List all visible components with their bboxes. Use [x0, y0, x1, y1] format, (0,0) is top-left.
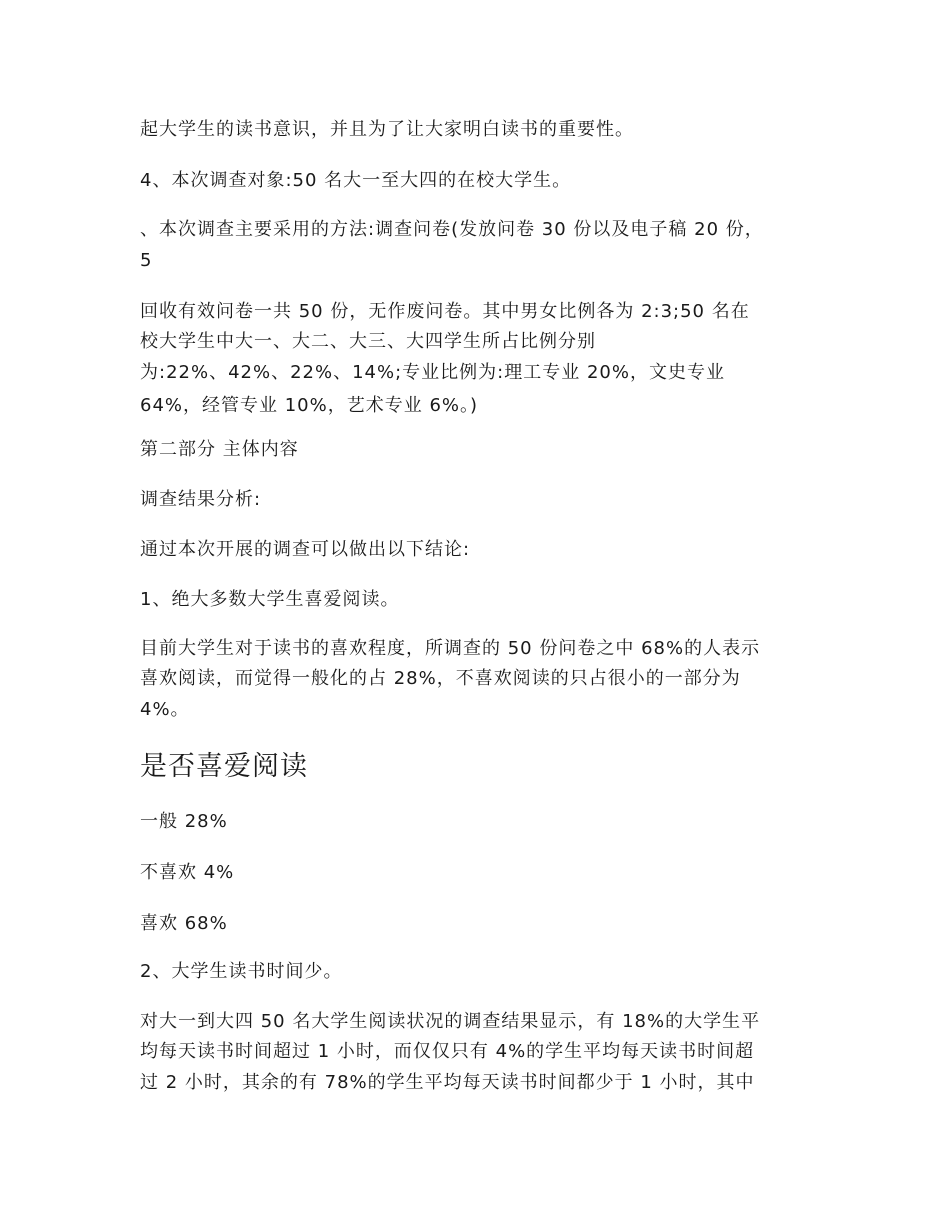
paragraph-questionnaire-line3: 为:22%、42%、22%、14%;专业比例为:理工专业 20%，文史专业	[140, 362, 725, 383]
paragraph-finding-1: 1、绝大多数大学生喜爱阅读。	[140, 589, 400, 610]
paragraph-reading-time-line2: 均每天读书时间超过 1 小时，而仅仅只有 4%的学生平均每天读书时间超	[140, 1041, 755, 1062]
chart-title: 是否喜爱阅读	[140, 751, 308, 782]
paragraph-intro-end: 起大学生的读书意识，并且为了让大家明白读书的重要性。	[140, 119, 634, 140]
chart-label-like: 喜欢 68%	[140, 913, 228, 934]
paragraph-reading-preference-line1: 目前大学生对于读书的喜欢程度，所调查的 50 份问卷之中 68%的人表示	[140, 638, 761, 659]
paragraph-questionnaire-line4: 64%，经管专业 10%，艺术专业 6%。)	[140, 395, 479, 416]
paragraph-questionnaire-line2: 校大学生中大一、大二、大三、大四学生所占比例分别	[140, 331, 596, 352]
paragraph-reading-preference-line3: 4%。	[140, 699, 190, 720]
chart-label-dislike: 不喜欢 4%	[140, 862, 235, 883]
paragraph-survey-subjects: 4、本次调查对象:50 名大一至大四的在校大学生。	[140, 170, 572, 191]
paragraph-reading-time-line1: 对大一到大四 50 名大学生阅读状况的调查结果显示，有 18%的大学生平	[140, 1011, 761, 1032]
paragraph-questionnaire-line1: 回收有效问卷一共 50 份，无作废问卷。其中男女比例各为 2:3;50 名在	[140, 301, 750, 322]
paragraph-conclusions: 通过本次开展的调查可以做出以下结论:	[140, 539, 471, 560]
paragraph-survey-method-line2: 5	[140, 250, 153, 271]
section-title-part2: 第二部分 主体内容	[140, 439, 299, 460]
chart-label-neutral: 一般 28%	[140, 811, 228, 832]
paragraph-results-analysis: 调查结果分析:	[140, 489, 262, 510]
paragraph-finding-2: 2、大学生读书时间少。	[140, 961, 343, 982]
paragraph-reading-time-line3: 过 2 小时，其余的有 78%的学生平均每天读书时间都少于 1 小时，其中	[140, 1072, 755, 1093]
paragraph-reading-preference-line2: 喜欢阅读，而觉得一般化的占 28%，不喜欢阅读的只占很小的一部分为	[140, 668, 741, 689]
paragraph-survey-method-line1: 、本次调查主要采用的方法:调查问卷(发放问卷 30 份以及电子稿 20 份，	[140, 219, 764, 240]
